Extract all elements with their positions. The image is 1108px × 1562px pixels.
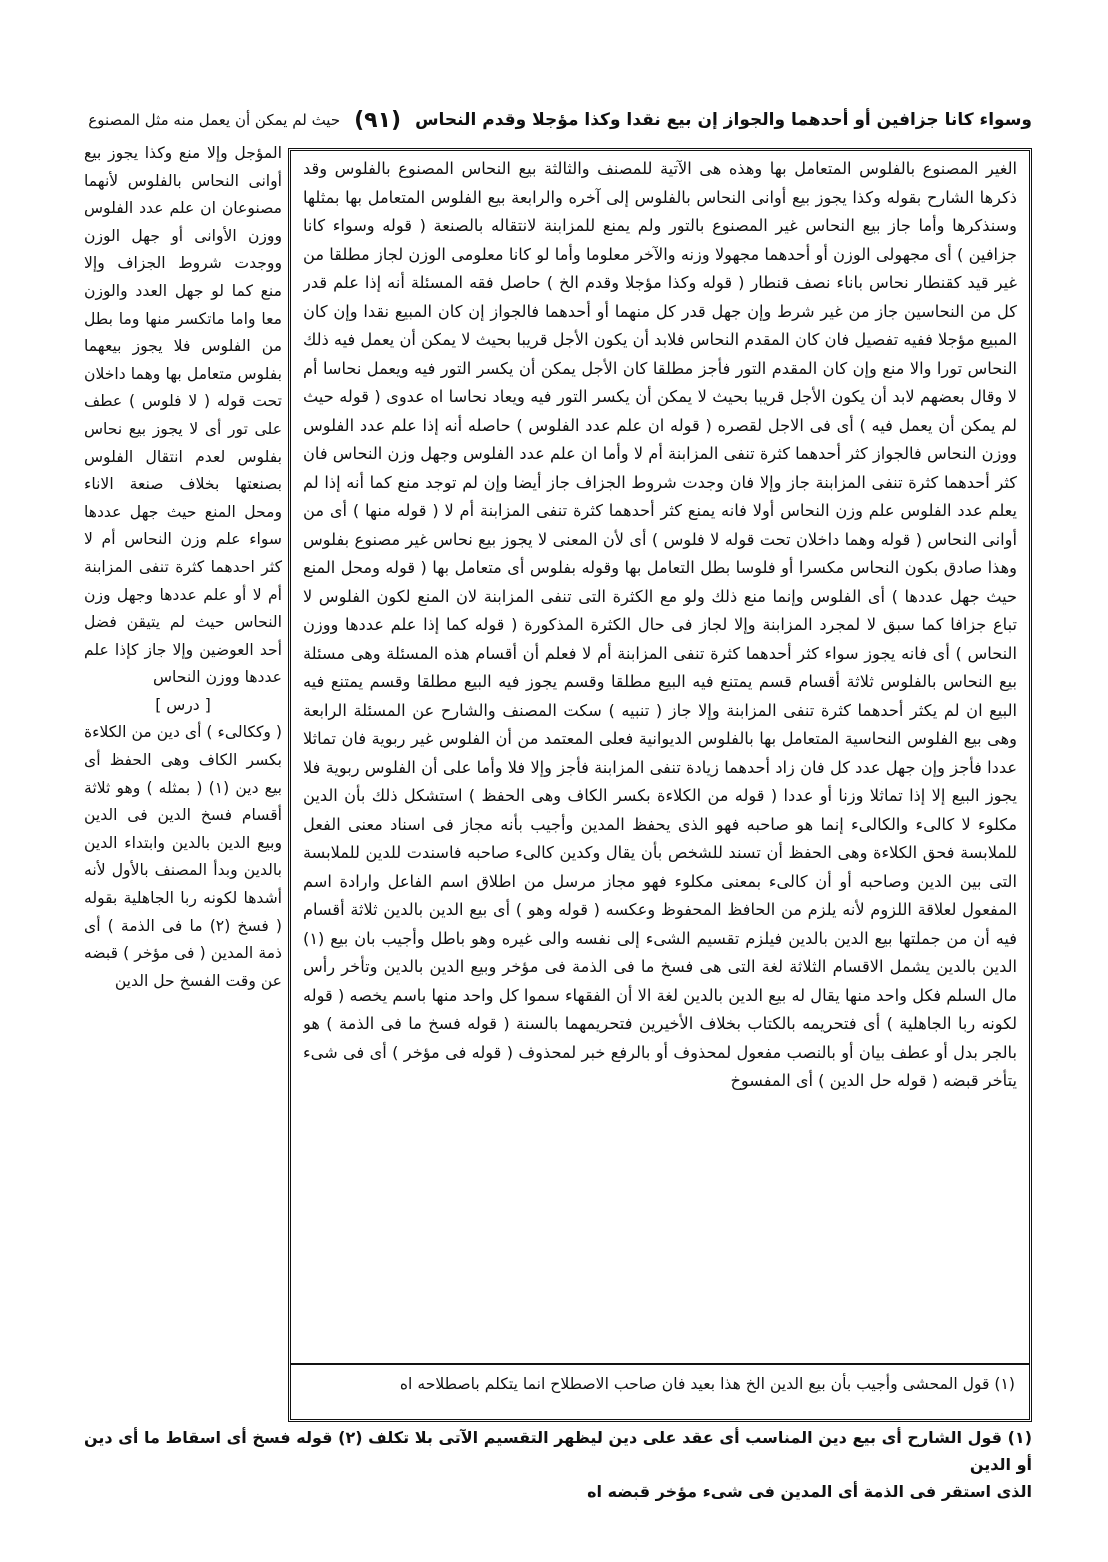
main-paragraph: الغير المصنوع بالفلوس المتعامل بها وهذه هى الآتية للمصنف والثالثة بيع النحاس المصنوع بالفلوس وقد ذكرها الشارح بقوله وكذا يجوز بيع أوانى النحاس بالفلوس إلى آخره والرابعة بيع الفلوس المتعامل بها بمثلها وسنذكرها وأما جاز بيع النحاس غير المصنوع بالتور ولم يمنع للمزابنة لانتقاله بالصنعة ( قوله وسواء كانا جزافين ) أى مجهولى الوزن أو أحدهما مجهولا وزنه والآخر معلوما وأما لو كانا معلومى الوزن لجاز مطلقا من غير قيد كقنطار نحاس باناء نصف قنطار ( قوله وكذا مؤجلا وقدم الخ ) حاصل فقه المسئلة أنه إذا علم قدر كل من النحاسين جاز من غير شرط وإن جهل قدر كل منهما أو أحدهما فالجواز إن كان المبيع نقدا وإن كان المبيع مؤجلا ففيه تفصيل فان كان المقدم النحاس فلابد أن يكون الأجل قريبا بحيث لا يمكن أن يعمل فيه ذلك النحاس تورا والا منع وإن كان المقدم التور فأجز مطلقا كان الأجل يمكن أن يكسر التور فيه ويعمل نحاسا أم لا وقال بعضهم لابد أن يكون الأجل قريبا بحيث لا يمكن أن يكسر التور فيه ويعاد نحاسا اه عدوى ( قوله حيث لم يمكن أن يعمل فيه ) أى فى الاجل لقصره ( قوله ان علم عدد الفلوس ) حاصله أنه إذا علم عدد الفلوس ووزن النحاس فالجواز كثر أحدهما كثرة تنفى المزابنة أم لا وأما ان علم عدد الفلوس وجهل وزن النحاس فان كثر أحدهما كثرة تنفى المزابنة جاز وإلا فان وجدت شروط الجزاف جاز أيضا وإن لم توجد منع كما أنه إذا لم يعلم عدد الفلوس علم وزن النحاس أولا فانه يمنع كثر أحدهما كثرة تنفى المزابنة أم لا ( قوله منها ) أى من أوانى النحاس ( قوله وهما داخلان تحت قوله لا فلوس ) أى لأن المعنى لا يجوز بيع نحاس غير مصنوع بفلوس وهذا صادق بكون النحاس مكسرا أو فلوسا بطل التعامل بها وقوله بفلوس أى متعامل بها ( قوله ومحل المنع حيث جهل عددها ) أى الفلوس وإنما منع ذلك ولو مع الكثرة التى تنفى المزابنة لان المنع لكون الفلوس لا تباع جزافا كما سبق لا لمجرد المزابنة وإلا لجاز فى حال الكثرة المذكورة ( قوله كما إذا علم عددها ووزن النحاس ) أى فانه يجوز سواء كثر أحدهما كثرة تنفى المزابنة أم لا فعلم أن أقسام هذه المسئلة وهى مسئلة بيع النحاس بالفلوس ثلاثة أقسام قسم يمتنع فيه البيع مطلقا وقسم يجوز فيه البيع مطلقا وقسم يمتنع فيه البيع ان لم يكثر أحدهما كثرة تنفى المزابنة وإلا جاز ( تنبيه ) سكت المصنف والشارح عن المسئلة الرابعة وهى بيع الفلوس النحاسية المتعامل بها بالفلوس الديوانية فعلى المعتمد من أن الفلوس غير ربوية فان تماثلا عددا فأجز وإن جهل عدد كل فان زاد أحدهما زيادة تنفى المزابنة فأجز وإلا فلا وأما على أن الفلوس ربوية فلا يجوز البيع إلا إذا تماثلا وزنا أو عددا ( قوله من الكلاءة بكسر الكاف وهى الحفظ ) استشكل ذلك بأن الدين مكلوء لا كالىء والكالىء إنما هو صاحبه فهو الذى يحفظ المدين وأجيب بأنه مجاز فى اسناد معنى الفعل للملابسة فحق الكلاءة وهى الحفظ أن تسند للشخص بأن يقال وكدين كالىء صاحبه فاسندت للدين للملابسة التى بين الدين وصاحبه أو أن كالىء بمعنى مكلوء فهو مجاز مرسل من اطلاق اسم الفاعل وارادة اسم المفعول لعلاقة اللزوم لأنه يلزم من الحافظ المحفوظ وعكسه ( قوله وهو ) أى بيع الدين بالدين ثلاثة أقسام فيه أن من جملتها بيع الدين بالدين فيلزم تقسيم الشىء إلى نفسه والى غيره وهو باطل وأجيب بان بيع (١) الدين بالدين يشمل الاقسام الثلاثة لغة التى هى فسخ ما فى الذمة فى مؤخر وبيع الدين بالدين وتأخر رأس مال السلم فكل واحد منها يقال له بيع الدين بالدين لغة الا أن الفقهاء سموا كل واحد منها باسم يخصه ( قوله لكونه ربا الجاهلية ) أى فتحريمه بالكتاب بخلاف الأخيرين فتحريمهما بالسنة ( قوله فسخ ما فى الذمة ) هو بالجر بدل أو عطف بيان أو بالنصب مفعول لمحذوف أو بالرفع خبر لمحذوف ( قوله فى مؤخر ) أى فى شىء يتأخر قبضه ( قوله حل الدين ) أى المفسوخ bbox=[303, 159, 1017, 1090]
header-right-text: وسواء كانا جزافين أو أحدهما والجواز إن بيع نقدا وكذا مؤجلا وقدم النحاس bbox=[415, 110, 1032, 130]
box-footnote: (١) قول المحشى وأجيب بأن بيع الدين الخ هذا بعيد فان صاحب الاصطلاح انما يتكلم باصطلاحه اه bbox=[291, 1363, 1029, 1397]
main-commentary-box bbox=[288, 148, 1032, 1422]
margin-commentary bbox=[84, 140, 282, 1440]
page-number: (٩١) bbox=[354, 107, 402, 133]
page-footnotes bbox=[84, 1424, 1032, 1505]
header-left-text: حيث لم يمكن أن يعمل منه مثل المصنوع bbox=[88, 111, 341, 129]
footnote-line: الذى استقر فى الذمة أى المدين فى شىء مؤخر قبضه اه bbox=[587, 1482, 1032, 1501]
margin-paragraph: المؤجل وإلا منع وكذا يجوز بيع أوانى النحاس بالفلوس لأنهما مصنوعان ان علم عدد الفلوس ووزن الأوانى أو جهل الوزن ووجدت شروط الجزاف وإلا منع كما لو جهل العدد والوزن معا واما ماتكسر منها وما بطل من الفلوس فلا يجوز بيعهما بفلوس متعامل بها وهما داخلان تحت قوله ( لا فلوس ) عطف على تور أى لا يجوز بيع نحاس بفلوس لعدم انتقال الفلوس بصنعتها بخلاف صنعة الاناء ومحل المنع حيث جهل عددها سواء علم وزن النحاس أم لا كثر احدهما كثرة تنفى المزابنة أم لا أو علم عددها وجهل وزن النحاس حيث لم يتيقن فضل أحد العوضين وإلا جاز كإذا علم عددها ووزن النحاس bbox=[84, 144, 282, 687]
main-commentary-text bbox=[303, 155, 1017, 1363]
lesson-marker: [ درس ] bbox=[155, 695, 211, 714]
margin-paragraph: ( وككالىء ) أى دين من الكلاءة بكسر الكاف وهى الحفظ أى بيع دين (١) ( بمثله ) وهو ثلاثة أقسام فسخ الدين فى الدين وبيع الدين بالدين وابتداء الدين بالدين وبدأ المصنف بالأول لأنه أشدها لكونه ربا الجاهلية بقوله ( فسخ (٢) ما فى الذمة ) أى ذمة المدين ( فى مؤخر ) قبضه عن وقت الفسخ حل الدين bbox=[84, 723, 283, 990]
footnote-line: (١) قول الشارح أى بيع دين المناسب أى عقد على دين ليظهر التقسيم الآتى بلا تكلف (٢) قوله فسخ أى اسقاط ما أى دين أو الدين bbox=[84, 1428, 1032, 1474]
page-header bbox=[88, 100, 1032, 140]
